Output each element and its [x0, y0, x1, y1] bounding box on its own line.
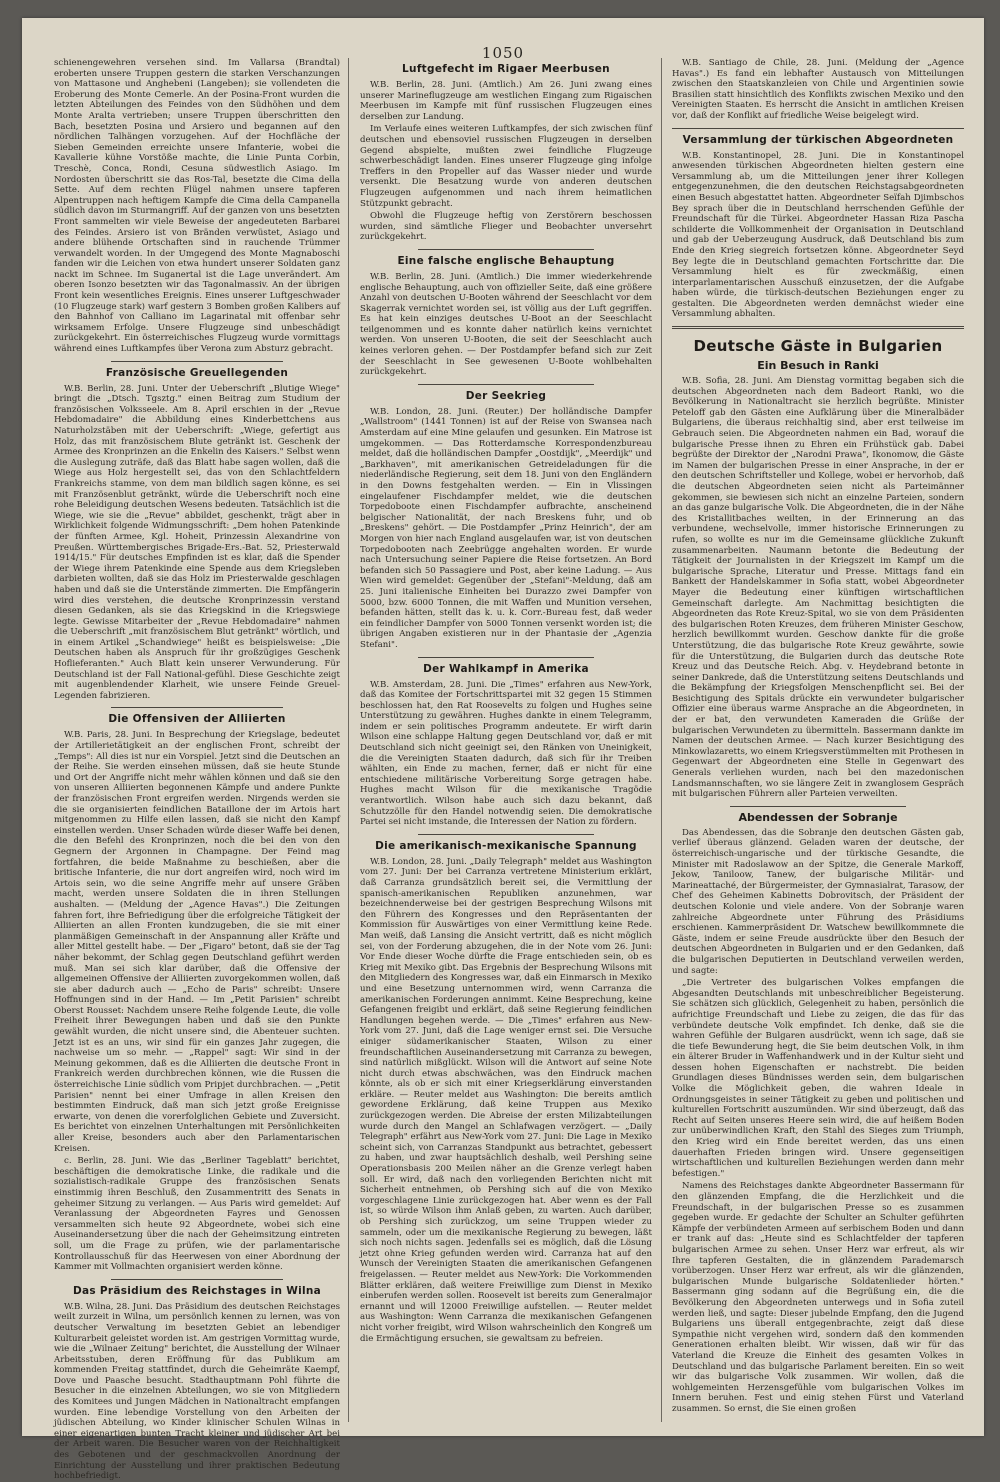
separator [418, 834, 593, 835]
article-paragraph: Obwohl die Flugzeuge heftig von Zerstörern beschossen wurden, sind sämtliche Flieger und Beobachter unversehrt zurückgekehrt. [360, 211, 652, 243]
headline-deutsche-gaeste: Deutsche Gäste in Bulgarien [693, 337, 943, 356]
article-paragraph: „Die Vertreter des bulgarischen Volkes empfangen die Abgesandten Deutschlands mit unbeschreiblicher Begeisterung. Sie schätzen sich glücklich, Gelegenheit zu haben, persönlich die aufrichtige Freundschaft und Liebe zu zeigen, die das für das verbündete deutsche Volk empfindet. Ich denke, daß sie die wahren Gefühle der Bulgaren ausdrückt, wenn ich sage, daß sie die tiefe Bewunderung hegt, die Sie beim deutschen Volk, in ihm ein älterer Bruder in Waffenhandwerk und in der Kultur sieht und dessen hohen Eigenschaften er nachstrebt. Die beiden Grundlagen dieses Bündnisses werden sein, dem bulgarischen Volke die Möglichkeit geben, die wahren Ideale in Ordnungsgeistes in seiner Tätigkeit zu geben und politischen und kulturellen Fortschritt auszumünden. Wir sind überzeugt, daß das Recht auf Seiten unseres Heere sein wird, die auf heißem Boden zur unüberwindlichen Kraft, den Stahl des Sieges zum Triumph, den Krieg wird ein Ende bereitet werden, das uns einen dauerhaften Frieden bringen wird. Unsere gegenseitigen wirtschaftlichen und kulturellen Beziehungen werden dann mehr befestigen." [672, 978, 964, 1179]
headline-praesidium: Das Präsidium des Reichstages in Wilna [72, 1284, 322, 1297]
headline-wahlkampf: Der Wahlkampf in Amerika [423, 662, 589, 675]
article-paragraph: Das Abendessen, das die Sobranje den deutschen Gästen gab, verlief überaus glänzend. Geladen waren der deutsche, der österreichisch-ungarische und der türkische Gesandte, die Minister mit Radoslawow an der Spitze, die Generale Markoff, Jekow, Taniloow, Tanew, der bulgarische Militär- und Marineattaché, der Bürgermeister, der Gymnasialrat, Tarasow, der Chef des Geheimen Kabinetts Dobrovitsch, der Präsident der deutschen Kolonie und viele andere. Von der Sobranje waren zahlreiche Abgeordnete unter Führung des Präsidiums erschienen. Kammerpräsident Dr. Watschew bewillkommnete die Gäste, indem er seine Freude ausdrückte über den Besuch der deutschen Abgeordneten in Bulgarien und er den Gedanken, daß die bulgarischen Deputierten in Deutschland verweilen werden, und sagte: [672, 827, 964, 976]
headline-offensiven: Die Offensiven der Alliierten [108, 713, 286, 726]
separator [111, 1279, 283, 1280]
column-middle [360, 58, 652, 1424]
article-paragraph: W.B. Wilna, 28. Juni. Das Präsidium des deutschen Reichstages weilt zurzeit in Wilna, um persönlich kennen zu lernen, was von deutscher Verwaltung im besetzten Gebiet an lebendiger Kulturarbeit geleistet worden ist. Am gestrigen Vormittag wurde, wie die „Wilnaer Zeitung" berichtet, die Ausstellung der Wilnaer Arbeitsstuben, deren Eröffnung für das Publikum am kommenden Freitag stattfindet, durch die Geheimräte Kaempf, Dove und Paasche besucht. Stadthauptmann Pohl führte die Besucher in die einzelnen Abteilungen, wo sie von Mitgliedern des Komitees und Jungen Mädchen in Nationaltracht empfangen wurden. Eine lebendige Vorstellung von den Arbeiten der jüdischen Abteilung, wo Kinder klinischer Schulen Wilnas in einer eigenartigen bunten Tracht kleiner und jüdischer Art bei der Arbeit waren. Die Besucher waren von der Reichhaltigkeit des Gebotenen und der geschmackvollen Anordnung der Einrichtung der Ausstellung und ihrer praktischen Bedeutung hochbefriedigt. [54, 1301, 340, 1482]
separator [672, 128, 964, 129]
headline-greuellegenden: Französische Greuellegenden [105, 366, 289, 379]
separator [418, 384, 593, 385]
separator [111, 361, 283, 362]
subheadline-abendessen: Abendessen der Sobranje [738, 810, 898, 824]
article-paragraph: Namens des Reichstages dankte Abgeordneter Bassermann für den glänzenden Empfang, die die Herzlichkeit und die Freundschaft, in der bulgarischen Presse so es zusammen gegeben wurde. Er gedachte der Schulter an Schulter geführten Kämpfe der verbündeten Armeen auf serbischem Boden und dann er trank auf das: „Heute sind es Schlachtfelder der tapferen bulgarischen Armee zu sehen. Unser Herz war erfreut, als wir Ihre tapferen Gestalten, die in glänzendem Parademarsch vorüberzogen. Unser Herz war erfreut, als wir die glänzenden, bulgarischen Munde bulgarische Soldatenlieder hörten." Bassermann ging sodann auf die Begrüßung ein, die die Bevölkerung den Abgeordneten unterwegs und in Sofia zuteil werden ließ, und sagte: Dieser jubelnde Empfang, den die Jugend Bulgariens uns überall entgegenbrachte, zeigt daß diese Sympathie nicht vergehen wird, sondern daß den kommenden Generationen erhalten bleibt. Wir wissen, daß wir für das Vaterland die Kreuze die Einheit des gesamten Volkes in Deutschland und das bulgarische Parlament bereiten. Ein so weit wir das bulgarische Volk zusammen. Wir wollen, daß die wohlgemeinten Herzensgefühle vom bulgarischen Volkes im Innern beruhen. Fest und einig stehen Fürst und Vaterland zusammen. So ernst, die Sie einen großen [672, 1181, 964, 1414]
article-paragraph: W.B. Berlin, 28. Juni. (Amtlich.) Am 26. Juni zwang eines unserer Marineflugzeuge am westlichen Eingang zum Rigaischen Meerbusen im Kampfe mit fünf russischen Flugzeugen eines derselben zur Landung. [360, 80, 652, 122]
separator [418, 657, 593, 658]
headline-seekrieg: Der Seekrieg [465, 389, 547, 402]
article-paragraph: W.B. London, 28. Juni. „Daily Telegraph" meldet aus Washington vom 27. Juni: Der bei Carranza vertretene Ministerium erklärt, daß Carranza grundsätzlich bereit sei, die Vermittlung der spanisch-amerikanischen Republiken anzunehmen, war bezeichnenderweise bei der gestrigen Besprechung Wilsons mit den Führern des Kongresses und den Repräsentanten der Kommission für Auswärtiges von einer Vermittlung keine Rede. Man weiß, daß Lansing die Ansicht vertritt, daß es nicht möglich sei, von der Forderung abzugehen, die in der Note vom 26. Juni: Vor Ende dieser Woche dürfte die Frage entschieden sein, ob es Krieg mit Mexiko gibt. Das Ergebnis der Besprechung Wilsons mit den Mitgliedern des Kongresses war, daß ein Einmarsch in Mexiko und eine Besetzung unternommen wird, wenn Carranza die amerikanischen Forderungen annimmt. Keine Besprechung, keine Gefangenen freigibt und erklärt, daß seine Regierung feindlichen Handlungen begehen werde. — Die „Times" erfahren aus New-York vom 27. Juni, daß die Lage weniger ernst sei. Die Versuche einiger südamerikanischer Staaten, Wilson zu einer freundschaftlichen Auseinandersetzung mit Carranza zu bewegen, sind natürlich mißglückt. Wilson will die Antwort auf seine Note nicht durch etwas abschwächen, was den Eindruck machen könnte, als ob er sich mit einer Kriegserklärung einverstanden erkläre. — Reuter meldet aus Washington: Die bereits amtlich gewordene Erklärung, daß keine Truppen aus Mexiko zurückgezogen werden. Die Abreise der ersten Milizabteilungen wurde durch den Mangel an Schlafwagen verzögert. — „Daily Telegraph" erfährt aus New-York vom 27. Juni: Die Lage in Mexiko scheint sich, von Carranzas Standpunkt aus betrachtet, gebessert zu haben, und zwar hauptsächlich deshalb, weil Pershing seine Operationsbasis 200 Meilen näher an die Grenze verlegt haben soll. Er wird, daß nach den vorliegenden Berichten nicht mit Sicherheit entnehmen, ob Pershing sich auf die von Mexiko vorgeschlagene Linie zurückgezogen hat. Aber wenn es der Fall ist, so würde Wilson ihm Anlaß geben, zu warten. Auch darüber, ob Pershing sich zurückzog, um seine Truppen wieder zu sammeln, oder um die mexikanische Regierung zu bewegen, läßt sich noch nichts sagen. Jedenfalls sei es möglich, daß die Lösung jetzt ohne Krieg gefunden werden wird. Carranza hat auf den Wunsch der Vereinigten Staaten die amerikanischen Gefangenen freigelassen. — Reuter meldet aus New-York: Die Vorkommenden Blätter erklären, daß weitere Freiwillige zum Dienst in Mexiko einberufen werden sollen. Roosevelt ist bereits zum Generalmajor ernannt und will 12000 Freiwillige aufstellen. — Reuter meldet aus Washington: Wenn Carranza die mexikanischen Gefangenen nicht vorher freigibt, wird Wilson wahrscheinlich den Kongreß um die Ermächtigung ersuchen, sie gewaltsam zu befreien. [360, 856, 652, 1344]
column-divider [348, 58, 349, 1422]
article-paragraph: W.B. Berlin, 28. Juni. Unter der Ueberschrift „Blutige Wiege" bringt die „Dtsch. Tgsztg." einen Beitrag zum Studium der französischen Volksseele. Am 8. April erschien in der „Revue Hebdomadaire" die Abbildung eines Kinderbettchens aus Naturholzstäben mit der Ueberschrift: „Wiege, gefertigt aus Holz, das mit französischem Blute getränkt ist. Geschenk der Armee des Kronprinzen an die Enkelin des Kaisers." Selbst wenn die Auslegung zuträfe, daß das Blatt habe sagen wollen, daß die Wiege aus Holz hergestellt sei, das von den Schlachtfeldern Frankreichs stamme, von dem man bildlich sagen könne, es sei mit Französenblut getränkt, würde die Ueberschrift noch eine rohe Beleidigung deutschen Wesens bedeuten. Tatsächlich ist die Wiege, wie sie die „Revue" abbildet, geschenkt, trägt aber in Wirklichkeit folgende Widmungsschrift: „Dem hohen Patenkinde der fünften Armee, Kgl. Hoheit, Prinzessin Alexandrine von Preußen. Württembergisches Brigade-Ers.-Bat. 52, Priesterwald 1914/15." Für deutsches Empfinden ist es klar, daß die Spender der Wiege ihrem Patenkinde eine Spende aus dem Kriegsleben darbieten wollten, daß sie das Holz im Priesterwalde geschlagen haben und daß sie die Unterstände zimmerten. Die Empfängerin wird dies verstehen, die deutsche Kronprinzessin verstand diesen Gedanken, als sie das Kriegskind in die Kriegswiege legte. Gewisse Mitarbeiter der „Revue Hebdomadaire" nahmen die Ueberschrift „mit französischem Blut getränkt" wörtlich, und in einem Artikel „Schandwiege" heißt es beispielsweise: „Die Deutschen haben als Anspruch für ihr großzügiges Geschenk Hoflieferanten." Auch Blatt kein unserer Verwunderung. Für Deutschland ist der Fall National-gefühl. Diese Geschichte zeigt mit augenblendender Klarheit, wie unsere Feinde Greuel-Legenden fabrizieren. [54, 383, 340, 701]
article-paragraph: W.B. Konstantinopel, 28. Juni. Die in Konstantinopel anwesenden türkischen Abgeordneten hielten gestern eine Versammlung ab, um die Mitteilungen jener ihrer Kollegen entgegenzunehmen, die den deutschen Reichstagsabgeordneten einen Besuch abgestattet hatten. Abgeordneter Seïfah Djimbschos Bey sprach über die in Deutschland herrschenden Gefühle der Freundschaft für die Türkei. Abgeordneter Hassan Riza Pascha schilderte die Vollkommenheit der Organisation in Deutschland und gab der Ueberzeugung Ausdruck, daß Deutschland bis zum Ende den Krieg siegreich fortsetzen könne. Abgeordneter Seyd Bey legte die in Deutschland gemachten Fortschritte dar. Die Versammlung hielt es für zweckmäßig, einen interparlamentarischen Ausschuß einzusetzen, der die Aufgabe haben würde, die türkisch-deutschen Beziehungen enger zu gestalten. Die Abgeordneten werden demnächst wieder eine Versammlung abhalten. [672, 150, 964, 320]
article-paragraph: W.B. Sofia, 28. Juni. Am Dienstag vormittag begaben sich die deutschen Abgeordneten nach dem Badeort Ranki, wo die Bevölkerung in Nationaltracht sie herzlich begrüßte. Minister Peteloff gab den Gästen eine Aufklärung über die Mineralbäder Bulgariens, die überaus reichhaltig sind, aber erst teilweise im Gebrauch seien. Die Abgeordneten nahmen ein Bad, worauf die bulgarische Presse ihnen zu Ehren ein Frühstück gab. Dabei begrüßte der Direktor der „Narodni Prawa", Ikonomow, die Gäste im Namen der bulgarischen Presse in einer Ansprache, in der er den deutschen Schriftsteller und Kollege, wobei er hervorhob, daß die deutschen Abgeordneten seien nicht als Parteimänner gekommen, sie bewiesen sich nicht an einzelne Parteien, sondern an das ganze bulgarische Volk. Die Abgeordneten, die in der Nähe des Kristallitbaches weilten, in der Erinnerung an das verbundene, wechselvolle, immer historische Erinnerungen zu rufen, so wollte es nur im die Gemeinsame glückliche Zukunft zusammenarbeiten. Naumann betonte die Bedeutung der Tätigkeit der Journalisten in der Kriegszeit im Kampf um die bulgarische Sprache, Literatur und Presse. Mittags fand ein Bankett der Handelskammer in Sofia statt, wobei Abgeordneter Mayer die Bedeutung einer künftigen wirtschaftlichen Gemeinschaft darlegte. Am Nachmittag besichtigten die Abgeordneten das Rote Kreuz-Spital, wo sie von dem Präsidenten des bulgarischen Roten Kreuzes, dem früheren Minister Geschow, herzlich bewillkommt wurden. Geschow dankte für die große Unterstützung, die das bulgarische Rote Kreuz gewährte, sowie für die Unterstützung, die Bulgarien durch das deutsche Rote Kreuz und das Deutsche Reich. Abg. v. Heydebrand betonte in seiner Dankrede, daß die Unterstützung seitens Deutschlands und die Bekämpfung der Kriegsfolgen Menschenpflicht sei. Bei der Besichtigung des Spitals drückte ein verwundeter bulgarischer Offizier eine überaus warme Ansprache an die Abgeordneten, in der er bat, den verwundeten Kameraden die Grüße der bulgarischen Verwundeten zu übermitteln. Bassermann dankte im Namen der deutschen Armee. — Nach kurzer Besichtigung des Minkowlazaretts, wo einem Kriegsverstümmelten mit Prothesen in Gegenwart der Abgeordneten eine Stelle in Gegenwart des Generals verliehen wurden, nach bei den mazedonischen Landsmannschaften, wo sie längere Zeit in zwanglosem Gespräch mit bulgarischen Führern aller Parteien verweilten. [672, 376, 964, 800]
subheadline-besuch-ranki: Ein Besuch in Ranki [757, 359, 879, 373]
article-paragraph: W.B. Santiago de Chile, 28. Juni. (Meldung der „Agence Havas".) Es fand ein lebhafter Austausch von Mitteilungen zwischen den Staatskanzleien von Chile und Argentinien sowie Brasilien statt hinsichtlich des Konflikts zwischen Mexiko und den Vereinigten Staaten. Es herrscht die Ansicht in amtlichen Kreisen vor, daß der Konflikt auf friedliche Weise beigelegt wird. [672, 58, 964, 121]
article-paragraph: W.B. Paris, 28. Juni. In Besprechung der Kriegslage, bedeutet der Artillerietätigkeit an der englischen Front, schreibt der „Temps": All dies ist nur ein Vorspiel. Jetzt sind die Deutschen an der Reihe. Sie werden einsehen müssen, daß sie heute Stunde und Ort der Angriffe nicht mehr wählen können und daß sie den von unseren Alliierten begonnenen Kämpfe und andere Punkte der französischen Front ergreifen werden. Nirgends werden sie die sie organisierten feindlichen Bataillone der im Artois hart mitgenommen zu Hilfe eilen lassen, daß sie nicht den Kampf einstellen werden. Unser Schaden würde dieser Waffe bei denen, die den Befehl des Kronprinzen, noch die bei den von den Gegnern der Argonnen in Champagne. Der Feind mag fortfahren, die beide Maßnahme zu beschießen, aber die britische Infanterie, die nur dort angreifen wird, noch wird im Artois sein, wo die seine Angriffe mehr auf unsere Gräben macht, werden unsere Soldaten die in ihren Stellungen aushalten. — (Meldung der „Agence Havas".) Die Zeitungen fahren fort, ihre Befriedigung über die erfolgreiche Tätigkeit der Alliierten an allen Fronten kundzugeben, die sie mit einer planmäßigen Gemeinschaft in der Anspannung aller Kräfte und aller Mittel gestellt habe. — Der „Figaro" betont, daß sie der Tag näher bekommt, der Schlag gegen Deutschland geführt werden muß. Man sei sich klar darüber, daß die Offensive der allgemeinen Offensive der Alliierten zuvorgekommen wollen, daß sie aber dadurch auch — „Echo de Paris" schreibt: Unsere Hoffnungen sind in der Hand. — Im „Petit Parisien" schreibt Oberst Rousset: Nachdem unsere Reihe folgende Leute, die volle Freiheit ihrer Bewegungen haben und daß sie den Punkte gewählt wurden, die nicht unsere sind, die Abenteuer suchten. Jetzt ist es an uns, wir sind für ein ganzes Jahr zugegen, die nachweise um so mehr. — „Rappel" sagt: Wir sind in der Meinung gekommen, daß es die Alliierten die deutsche Front in Frankreich werden durchbrechen können, wie die Russen die österreichische Linie südlich vom Pripjet durchbrachen. — „Petit Parisien" nennt bei einer Umfrage in allen Kreisen den bestimmten Eindruck, daß man sich jetzt große Ereignisse erwarte, von denen die vorerfolglichen Gebiete und Zuversicht. Es berichtet von einzelnen Unterhaltungen mit Persönlichkeiten aller Kreise, besonders auch aber den Parlamentarischen Kreisen. [54, 730, 340, 1154]
separator [730, 806, 905, 807]
newspaper-page [22, 18, 984, 1482]
column-right [672, 58, 964, 1424]
headline-falsche-behauptung: Eine falsche englische Behauptung [397, 254, 615, 267]
page-number: 1050 [481, 44, 525, 62]
column-left [54, 58, 340, 1482]
separator [672, 326, 964, 329]
article-paragraph: Im Verlaufe eines weiteren Luftkampfes, der sich zwischen fünf deutschen und ebensoviel russischen Flugzeugen in derselben Gegend abspielte, mußten zwei feindliche Flugzeuge schwerbeschädigt landen. Eines unserer Flugzeuge ging infolge Treffers in den Propeller auf das Wasser nieder und wurde versenkt. Die Besatzung wurde von anderen deutschen Flugzeugen aufgenommen und nach ihrem heimatlichen Stützpunkt gebracht. [360, 124, 652, 209]
article-paragraph: c. Berlin, 28. Juni. Wie das „Berliner Tageblatt" berichtet, beschäftigen die demokratische Linke, die radikale und die sozialistisch-radikale Gruppe des französischen Senats einstimmig ihren Beschluß, den Zusammentritt des Senats in geheimer Sitzung zu verlangen. — Aus Paris wird gemeldet: Auf Veranlassung der Abgeordneten Fayres und Genossen versammelten sich heute 92 Abgeordnete, wobei sich eine Auseinandersetzung über die nach der Geheimsitzung eintreten soll, um die Frage zu prüfen, wie der parlamentarische Kontrollausschuß für das Heerwesen von einer Abordnung der Kammer mit Vollmachten organisiert werden könne. [54, 1156, 340, 1273]
article-paragraph: schienengewehren versehen sind. Im Vallarsa (Brandtal) eroberten unsere Truppen gestern die starken Verschanzungen von Mattasone und Anghebeni (Langeben); sie vollendeten die Eroberung des Monte Cemerle. An der Posina-Front wurden die letzten Abteilungen des Feindes von den Südhöhen und dem Monte Aralta vertrieben; unsere Truppen überschritten den Bach, besetzten Posina und Arsiero und begannen auf den nördlichen Talhängen vorzugehen. Auf der Hochfläche der Sieben Gemeinden erreichte unsere Infanterie, wobei die Kavallerie kühne Vorstöße machte, die Linie Punta Corbin, Treschè, Conca, Rondi, Cesuna südwestlich Asiago. Im Nordosten überschritt sie das Ros-Tal, besetzte die Cima della Sette. Auf dem rechten Flügel nahmen unsere tapferen Alpentruppen nach heftigem Kampfe die Cima della Campanella südlich davon im Sturmangriff. Auf der ganzen von uns besetzten Front sammelten wir viele Beweise der angedeuteten Barbarei des Feindes. Arsiero ist von Bränden verwüstet, Asiago und andere blühende Ortschaften sind in rauchende Trümmer verwandelt worden. In der Umgegend des Monte Magnaboschi fanden wir die Leichen von etwa hundert unserer Soldaten ganz nackt im Schnee. Im Suganertal ist die Lage unverändert. Am oberen Isonzo besetzten wir das Tagonalmassiv. An der übrigen Front kein wesentliches Ereignis. Eines unserer Luftgeschwader (10 Flugzeuge stark) warf gestern 3 Bomben großen Kalibers auf den Bahnhof von Calliano im Lagarinatal mit offenbar sehr wirksamem Erfolge. Unsere Flugzeuge sind unbeschädigt zurückgekehrt. Ein österreichisches Flugzeug wurde vormittags während eines Luftkampfes über Verona zum Absturz gebracht. [54, 58, 340, 355]
headline-luftgefecht: Luftgefecht im Rigaer Meerbusen [402, 63, 610, 75]
headline-versammlung: Versammlung der türkischen Abgeordneten [682, 133, 954, 146]
article-paragraph: W.B. London, 28. Juni. (Reuter.) Der holländische Dampfer „Wallstroom" (1441 Tonnen) ist auf der Reise von Swansea nach Amsterdam auf eine Mine gelaufen und gesunken. Ein Matrose ist umgekommen. — Das Rotterdamsche Korrespondenzbureau meldet, daß die holländischen Dampfer „Oostdijk", „Meerdijk" und „Barkhaven", mit amerikanischen Getreideladungen für die niederländische Regierung, seit dem 18. Juni von den Engländern in den Downs festgehalten werden. — Ein in Vlissingen eingelaufener Fischdampfer meldet, wie die deutschen Torpedoboote einen Fischdampfer aufbrachte, anscheinend belgischer Nationalität, der nach Breskens fuhr, und ob „Breskens" gehört. — Die Postdampfer „Prinz Heinrich", der am Morgen von hier nach England ausgelaufen war, ist von deutschen Torpedobooten nach Zeebrügge angehalten worden. Er wurde nach Untersuchung seiner Papiere die Reise fortsetzen. An Bord befanden sich 50 Passagiere und Post, aber keine Ladung. — Aus Wien wird gemeldet: Gegenüber der „Stefani"-Meldung, daß am 25. Juni italienische Einheiten bei Durazzo zwei Dampfer von 5000, bzw. 6000 Tonnen, die mit Waffen und Munition versehen, befanden hätten, stellt das k. u. k. Corr.-Bureau fest, daß weder ein feindlicher Dampfer von 5000 Tonnen versenkt worden ist; die übrigen Angaben existieren nur in der Phantasie der „Agenzia Stefani". [360, 406, 652, 650]
article-paragraph: W.B. Amsterdam, 28. Juni. Die „Times" erfahren aus New-York, daß das Komitee der Fortschrittspartei mit 32 gegen 15 Stimmen beschlossen hat, den Rat Roosevelts zu folgen und Hughes seine Unterstützung zu gewähren. Hughes dankte in einem Telegramm, indem er sein politisches Programm andeutete. Er wirft darin Wilson eine schlappe Haltung gegen Deutschland vor, daß er mit Deutschland sich nicht geeinigt sei, den Ränken von Uneinigkeit, die die Vereinigten Staaten dadurch, daß sich für ihr Treiben wählten, ein Ende zu machen, ferner, daß er nicht für eine entschiedene militärische Vorbereitung Sorge getragen habe. Hughes macht Wilson für die mexikanische Tragödie verantwortlich. Wilson habe auch sich dazu bekannt, daß Schutzzölle für den Handel notwendig seien. Die demokratische Partei sei nicht imstande, die Interessen der Nation zu fördern. [360, 679, 652, 828]
headline-mexiko: Die amerikanisch-mexikanische Spannung [375, 839, 637, 852]
separator [111, 707, 283, 708]
article-paragraph: W.B. Berlin, 28. Juni. (Amtlich.) Die immer wiederkehrende englische Behauptung, auch von offizieller Seite, daß eine größere Anzahl von deutschen U-Booten während der Seeschlacht vor dem Skagerrak vernichtet worden sei, ist völlig aus der Luft gegriffen. Es hat kein einziges deutsches U-Boot an der Seeschlacht teilgenommen und es konnte daher natürlich keins vernichtet werden. Von unseren U-Booten, die seit der Seeschlacht auch keines verloren gehen. — Der Postdampfer befand sich zur Zeit der Seeschlacht in See gewesenen U-Boote wohlbehalten zurückgekehrt. [360, 271, 652, 378]
column-divider [661, 58, 662, 1422]
separator [418, 249, 593, 250]
